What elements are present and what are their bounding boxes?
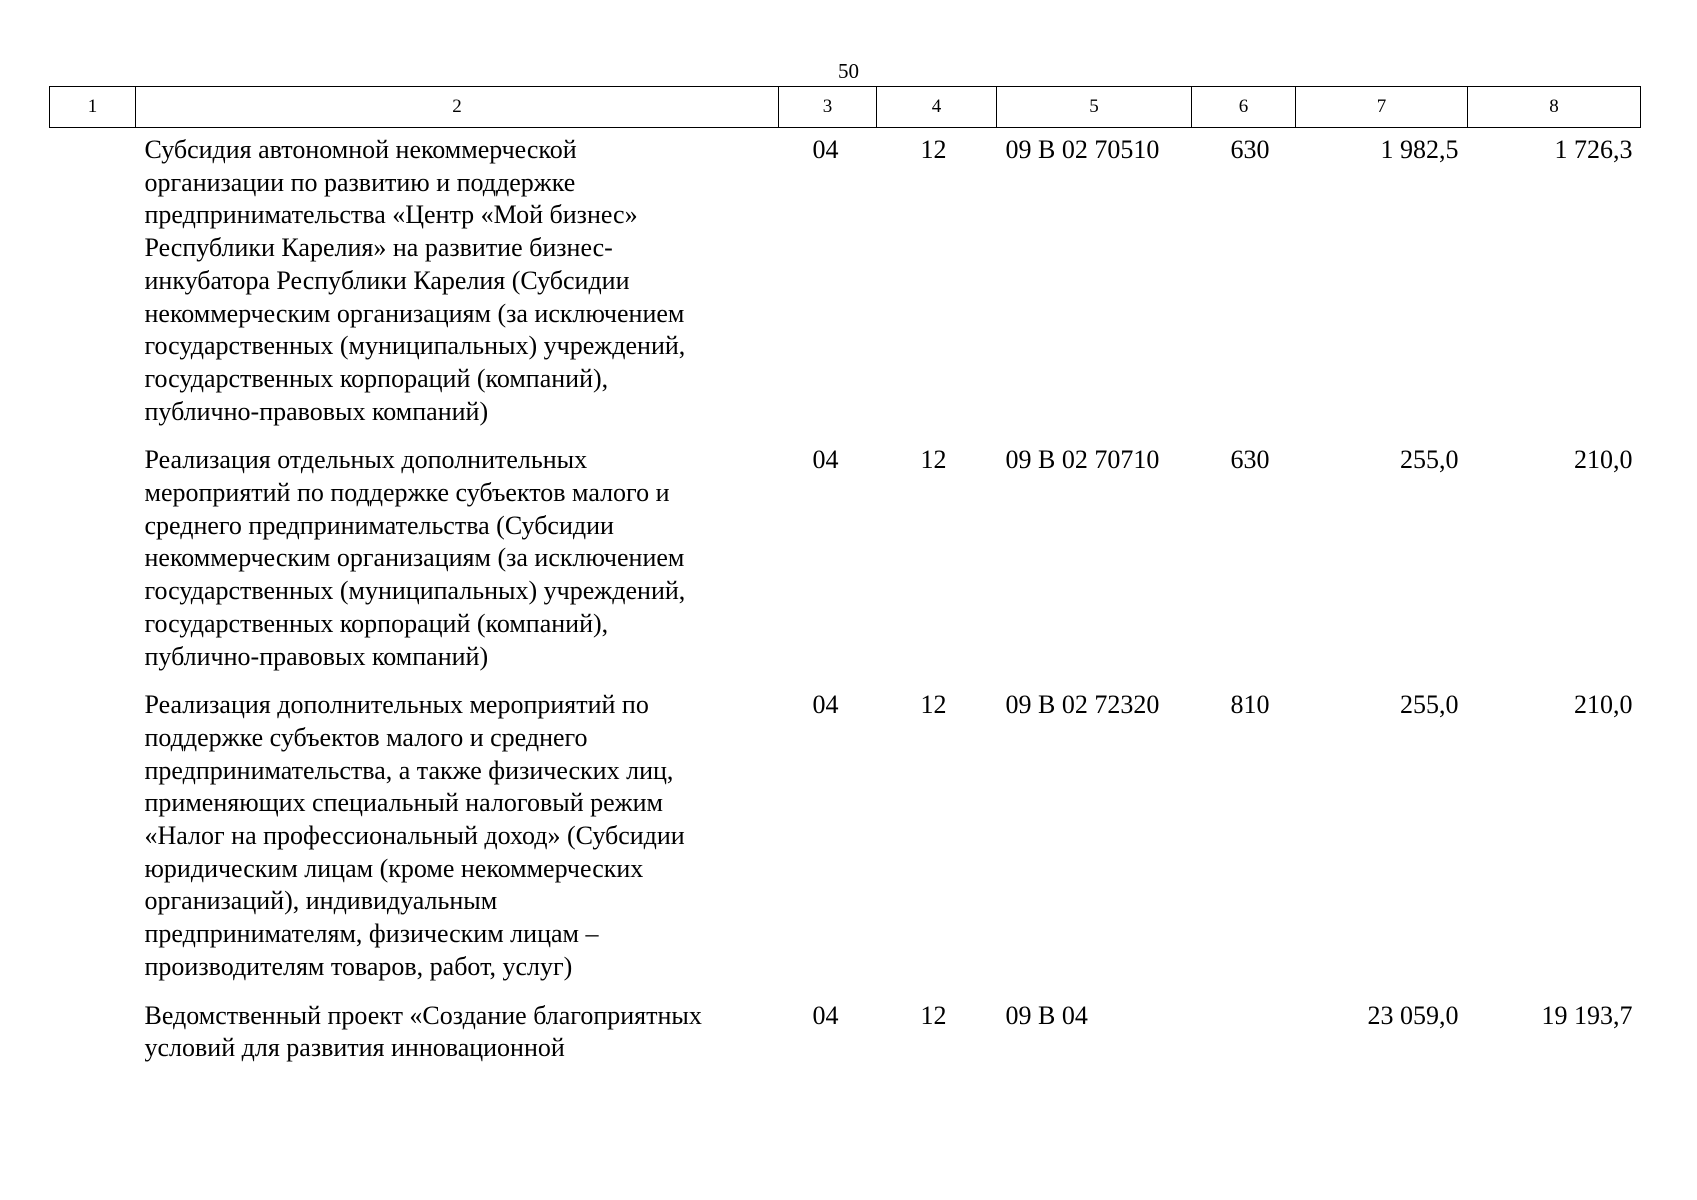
column-header-6: 6 xyxy=(1192,87,1296,128)
row-index-cell xyxy=(50,1000,136,1081)
section-cell: 04 xyxy=(812,1000,839,1030)
target-item-cell: 09 В 02 70710 xyxy=(1005,445,1160,475)
section-cell: 04 xyxy=(812,135,839,164)
expense-name: Реализация отдельных дополнительных мероприятий по поддержке субъектов малого и среднего предпринимательства (Субсидии некоммерческим организациям (за исключением государственных (муниципальных) учреждений, государственных корпораций (компаний), публично-правовых компаний) xyxy=(144,445,686,671)
column-header-4: 4 xyxy=(877,87,997,128)
column-header-7: 7 xyxy=(1296,87,1468,128)
target-item-cell: 09 В 04 xyxy=(1005,1000,1088,1030)
subsection-cell: 12 xyxy=(920,445,947,475)
expense-type-cell: 810 xyxy=(1230,690,1270,720)
subsection-cell: 12 xyxy=(920,135,947,164)
table-row xyxy=(50,1000,1641,1081)
budget-table xyxy=(49,86,1641,1081)
amount-1-cell: 1 982,5 xyxy=(1380,135,1459,164)
page-number: 50 xyxy=(838,59,859,83)
expense-name-cell xyxy=(136,128,779,445)
amount-1-cell: 23 059,0 xyxy=(1367,1000,1459,1030)
table-row xyxy=(50,444,1641,689)
row-index-cell xyxy=(50,128,136,445)
column-header-2: 2 xyxy=(136,87,779,128)
section-cell: 04 xyxy=(812,445,839,475)
expense-type-cell: 630 xyxy=(1230,135,1270,164)
target-item-cell: 09 В 02 72320 xyxy=(1005,690,1160,720)
amount-1-cell: 255,0 xyxy=(1400,445,1459,475)
amount-2-cell: 210,0 xyxy=(1574,690,1633,720)
column-header-1: 1 xyxy=(50,87,136,128)
table-row xyxy=(50,689,1641,999)
subsection-cell: 12 xyxy=(920,1000,947,1030)
column-number-header-row xyxy=(50,87,1641,128)
row-index-cell xyxy=(50,444,136,689)
amount-2-cell: 210,0 xyxy=(1574,445,1633,475)
expense-name-cell xyxy=(136,689,779,999)
amount-2-cell: 19 193,7 xyxy=(1541,1000,1633,1030)
column-header-5: 5 xyxy=(997,87,1192,128)
expense-name-cell xyxy=(136,444,779,689)
section-cell: 04 xyxy=(812,690,839,720)
expense-name: Субсидия автономной некоммерческой организации по развитию и поддержке предпринимательства «Центр «Мой бизнес» Республики Карелия» на развитие бизнес- инкубатора Республики Карелия (Субсидии некоммерческим организациям (за исключением государственных (муниципальных) учреждений, государственных корпораций (компаний), публично-правовых компаний) xyxy=(144,135,686,426)
subsection-cell: 12 xyxy=(920,690,947,720)
expense-name: Ведомственный проект «Создание благоприятных условий для развития инновационной xyxy=(144,1000,702,1063)
column-header-8: 8 xyxy=(1468,87,1641,128)
column-header-3: 3 xyxy=(779,87,877,128)
target-item-cell: 09 В 02 70510 xyxy=(1005,135,1160,164)
expense-type-cell: 630 xyxy=(1230,445,1270,475)
row-index-cell xyxy=(50,689,136,999)
expense-name: Реализация дополнительных мероприятий по поддержке субъектов малого и среднего предпринимательства, а также физических лиц, применяющих специальный налоговый режим «Налог на профессиональный доход» (Субсидии юридическим лицам (кроме некоммерческих организаций), индивидуальным предпринимателям, физическим лицам – производителям товаров, работ, услуг) xyxy=(144,690,685,981)
table-row xyxy=(50,128,1641,445)
expense-type-cell xyxy=(1192,1000,1296,1081)
amount-1-cell: 255,0 xyxy=(1400,690,1459,720)
amount-2-cell: 1 726,3 xyxy=(1554,135,1633,164)
expense-name-cell xyxy=(136,1000,779,1081)
